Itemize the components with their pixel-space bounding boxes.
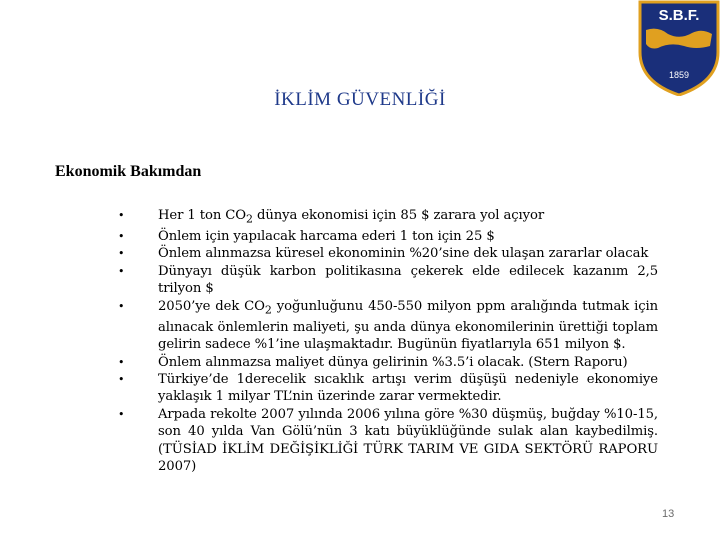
list-item: • Önlem için yapılacak harcama ederi 1 ton için 25 $ xyxy=(118,228,658,245)
section-subtitle: Ekonomik Bakımdan xyxy=(55,163,202,180)
sbf-logo xyxy=(638,0,720,96)
subscript: 2 xyxy=(246,212,253,226)
list-item: • 2050’ye dek $CO_2$ yoğunluğunu 450-550 milyon ppm aralığında tutmak için alınacak önlemlerin maliyeti, şu anda dünya ekonomilerinin ürettiği toplam gelirin sadece %1’ine ulaşmaktadır. Bugünün fiyatlarıyla 651 milyon $. xyxy=(118,298,658,354)
list-item: • Arpada rekolte 2007 yılında 2006 yılına göre %30 düşmüş, buğday %10-15, son 40 yılda Van Gölü’nün 3 katı büyüklüğünde sulak alan kaybedilmiş. (TÜSİAD İKLİM DEĞİŞİKLİĞİ TÜRK TARIM VE GIDA SEKTÖRÜ RAPORU 2007) xyxy=(118,406,658,476)
logo-text: S.B.F. xyxy=(658,7,700,24)
list-item: • Önlem alınmazsa küresel ekonominin %20’sine dek ulaşan zararlar olacak xyxy=(118,245,658,262)
subscript: 2 xyxy=(264,303,272,317)
logo-year: 1859 xyxy=(668,70,690,80)
bullet-list xyxy=(118,207,658,475)
list-item: • Dünyayı düşük karbon politikasına çekerek elde edilecek kazanım 2,5 trilyon $ xyxy=(118,263,658,298)
list-item: • Önlem alınmazsa maliyet dünya gelirinin %3.5’i olacak. (Stern Raporu) xyxy=(118,354,658,371)
page-title: İKLİM GÜVENLİĞİ xyxy=(274,89,446,110)
list-item: • Türkiye’de 1derecelik sıcaklık artışı verim düşüşü nedeniyle ekonomiye yaklaşık 1 milyar TL’nin üzerinde zarar vermektedir. xyxy=(118,371,658,406)
list-item: • Her 1 ton $CO_2$ dünya ekonomisi için 85 $ zarara yol açıyor xyxy=(118,207,658,228)
page-number: 13 xyxy=(662,508,675,520)
